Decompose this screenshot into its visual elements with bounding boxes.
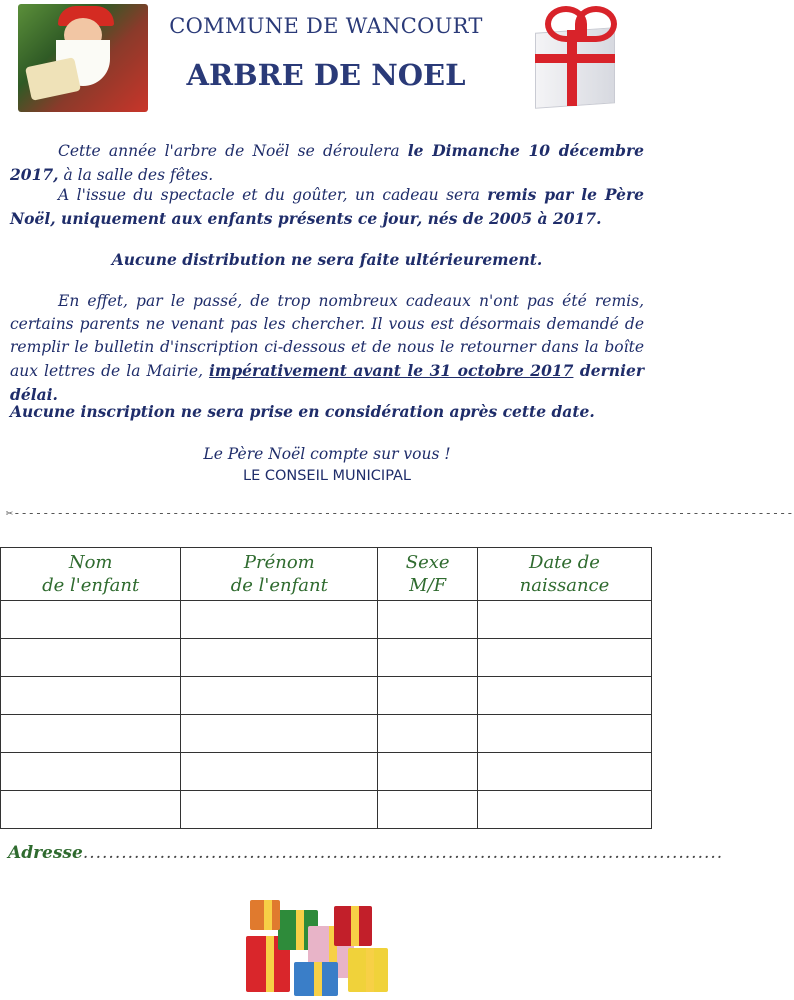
table-row — [1, 715, 652, 753]
name-cell[interactable] — [1, 753, 181, 791]
table-row — [1, 791, 652, 829]
birthdate-cell[interactable] — [477, 639, 651, 677]
firstname-cell[interactable] — [181, 753, 378, 791]
form-header-row — [1, 548, 652, 601]
column-header-date: Date de naissance — [477, 548, 651, 601]
birthdate-cell[interactable] — [477, 753, 651, 791]
firstname-cell[interactable] — [181, 601, 378, 639]
cut-line: ✂------------------------------------------------------------------------------------------------------------ — [6, 506, 794, 520]
no-distribution-notice: Aucune distribution ne sera faite ultérieurement. — [111, 250, 543, 269]
table-row — [1, 677, 652, 715]
birthdate-cell[interactable] — [477, 791, 651, 829]
sex-cell[interactable] — [378, 715, 478, 753]
birthdate-cell[interactable] — [477, 715, 651, 753]
gift-box-icon — [527, 4, 622, 108]
table-row — [1, 639, 652, 677]
signature-line-2: LE CONSEIL MUNICIPAL — [242, 468, 412, 484]
name-cell[interactable] — [1, 677, 181, 715]
birthdate-cell[interactable] — [477, 601, 651, 639]
registration-form — [0, 547, 652, 829]
address-field[interactable]: Adresse.................................................................................................... — [8, 843, 724, 863]
firstname-cell[interactable] — [181, 677, 378, 715]
table-row — [1, 601, 652, 639]
scissors-icon: ✂ — [6, 506, 14, 520]
column-header-prenom: Prénom de l'enfant — [181, 548, 378, 601]
name-cell[interactable] — [1, 791, 181, 829]
column-header-sexe: Sexe M/F — [378, 548, 478, 601]
signature-line-1: Le Père Noël compte sur vous ! — [203, 445, 451, 463]
name-cell[interactable] — [1, 601, 181, 639]
name-cell[interactable] — [1, 715, 181, 753]
intro-paragraph-2: A l'issue du spectacle et du goûter, un cadeau sera remis par le Père Noël, uniquement aux enfants présents ce jour, nés de 2005 à 2017. — [10, 185, 644, 228]
sex-cell[interactable] — [378, 753, 478, 791]
commune-name: COMMUNE DE WANCOURT — [169, 14, 483, 38]
gift-pile-icon — [238, 896, 410, 1000]
deadline-notice: Aucune inscription ne sera prise en considération après cette date. — [10, 402, 595, 421]
sex-cell[interactable] — [378, 601, 478, 639]
sex-cell[interactable] — [378, 677, 478, 715]
column-header-nom: Nom de l'enfant — [1, 548, 181, 601]
page-title: ARBRE DE NOEL — [186, 58, 466, 92]
firstname-cell[interactable] — [181, 791, 378, 829]
firstname-cell[interactable] — [181, 715, 378, 753]
firstname-cell[interactable] — [181, 639, 378, 677]
address-label: Adresse — [8, 843, 83, 863]
name-cell[interactable] — [1, 639, 181, 677]
body-paragraph: En effet, par le passé, de trop nombreux cadeaux n'ont pas été remis, certains parents ne venant pas les chercher. Il vous est désormais demandé de remplir le bulletin d'inscription ci-dessous et de nous le retourner dans la boîte aux lettres de la Mairie, impérativement avant le 31 octobre 2017 dernier délai. — [10, 292, 644, 404]
birthdate-cell[interactable] — [477, 677, 651, 715]
sex-cell[interactable] — [378, 639, 478, 677]
santa-icon — [18, 4, 148, 112]
table-row — [1, 753, 652, 791]
intro-paragraph-1: Cette année l'arbre de Noël se déroulera le Dimanche 10 décembre 2017, à la salle des fêtes. — [10, 141, 644, 184]
sex-cell[interactable] — [378, 791, 478, 829]
